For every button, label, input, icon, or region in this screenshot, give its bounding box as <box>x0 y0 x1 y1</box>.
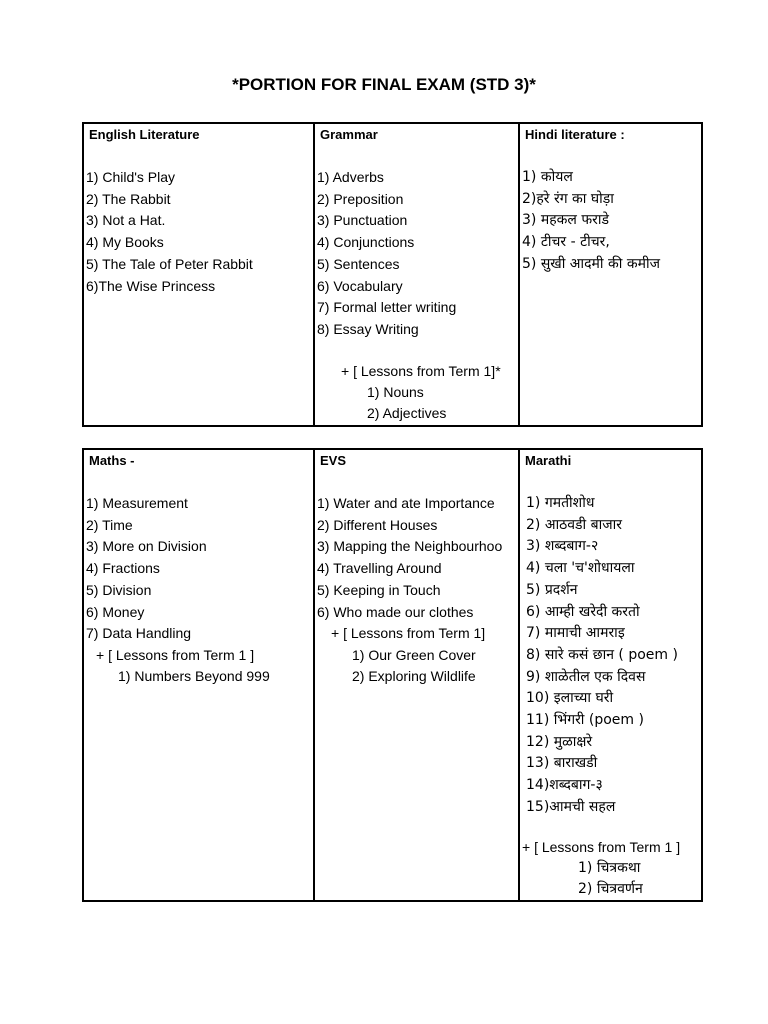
grammar-term-note: + [ Lessons from Term 1]* <box>341 362 501 379</box>
syllabus-table-2 <box>82 448 703 902</box>
list-item: 7) Formal letter writing <box>317 299 457 316</box>
list-item: 5) Sentences <box>317 255 400 272</box>
list-item: 8) सारे कसं छान ( poem ) <box>526 646 678 663</box>
list-item: 1) Measurement <box>86 495 188 511</box>
syllabus-table-1 <box>82 122 703 427</box>
list-item: 3) शब्दबाग-२ <box>526 538 599 555</box>
grammar-heading: Grammar <box>320 127 378 142</box>
list-item: 8) Essay Writing <box>317 320 419 337</box>
list-item: 4) Conjunctions <box>317 234 415 251</box>
list-item: 6)The Wise Princess <box>86 277 216 294</box>
list-item: 12) मुळाक्षरे <box>526 733 593 750</box>
list-item: 4) Fractions <box>86 560 160 577</box>
evs-term-item: 2) Exploring Wildlife <box>352 667 476 684</box>
evs-term-item: 1) Our Green Cover <box>352 646 476 663</box>
evs-term-note: + [ Lessons from Term 1] <box>331 625 486 642</box>
english-literature-cell <box>83 123 314 426</box>
list-item: 6) Money <box>86 603 145 620</box>
evs-cell <box>314 449 519 901</box>
list-item: 9) शाळेतील एक दिवस <box>526 668 646 685</box>
list-item: 2) Preposition <box>317 190 404 207</box>
english-literature-heading: English Literature <box>89 127 200 142</box>
marathi-list <box>520 493 701 819</box>
english-literature-list <box>84 167 313 297</box>
marathi-heading: Marathi <box>525 453 572 468</box>
list-item: 5) The Tale of Peter Rabbit <box>86 255 253 272</box>
list-item: 10) इलाच्या घरी <box>526 690 614 707</box>
list-item: 1) गमतीशोध <box>526 495 595 511</box>
list-item: 3) महकल फराडे <box>522 212 609 229</box>
marathi-term-note: + [ Lessons from Term 1 ] <box>522 838 681 855</box>
list-item: 3) Punctuation <box>317 212 408 229</box>
list-item: 5) Keeping in Touch <box>317 581 441 598</box>
marathi-cell <box>519 449 702 901</box>
list-item: 1) Child's Play <box>86 169 176 185</box>
evs-heading: EVS <box>320 453 347 468</box>
maths-heading: Maths - <box>89 453 135 468</box>
list-item: 13) बाराखडी <box>526 755 598 772</box>
grammar-term-item: 1) Nouns <box>367 383 424 400</box>
list-item: 4) Travelling Around <box>317 560 442 577</box>
list-item: 3) More on Division <box>86 538 207 555</box>
list-item: 6) Vocabulary <box>317 277 403 294</box>
hindi-literature-heading: Hindi literature : <box>525 127 625 142</box>
list-item: 2) The Rabbit <box>86 190 171 207</box>
maths-term-item: 1) Numbers Beyond 999 <box>118 668 270 685</box>
grammar-cell <box>314 123 519 426</box>
list-item: 2)हरे रंग का घोड़ा <box>522 190 614 207</box>
list-item: 1) Water and ate Importance <box>317 495 495 511</box>
list-item: 7) मामाची आमराइ <box>526 625 625 642</box>
list-item: 4) चला 'च'शोधायला <box>526 560 635 577</box>
list-item: 15)आमची सहल <box>526 798 616 815</box>
list-item: 1) Adverbs <box>317 169 384 185</box>
list-item: 3) Mapping the Neighbourhoo <box>317 538 503 555</box>
list-item: 3) Not a Hat. <box>86 212 166 229</box>
maths-term-note: + [ Lessons from Term 1 ] <box>96 646 255 663</box>
maths-list <box>84 493 313 645</box>
list-item: 2) Different Houses <box>317 516 438 533</box>
maths-cell <box>83 449 314 901</box>
list-item: 4) My Books <box>86 234 164 251</box>
hindi-literature-list <box>520 167 701 276</box>
list-item: 6) Who made our clothes <box>317 603 474 620</box>
list-item: 2) आठवडी बाजार <box>526 516 622 533</box>
list-item: 4) टीचर - टीचर, <box>522 234 610 251</box>
hindi-literature-cell <box>519 123 702 426</box>
list-item: 1) कोयल <box>522 169 573 185</box>
list-item: 6) आम्ही खरेदी करतो <box>526 603 640 620</box>
marathi-term-item: 2) चित्रवर्णन <box>578 881 643 898</box>
grammar-term-item: 2) Adjectives <box>367 405 447 422</box>
list-item: 11) भिंगरी (poem ) <box>526 712 644 729</box>
list-item: 7) Data Handling <box>86 625 192 642</box>
list-item: 5) Division <box>86 581 152 598</box>
list-item: 2) Time <box>86 516 133 533</box>
list-item: 14)शब्दबाग-३ <box>526 777 603 794</box>
list-item: 5) सुखी आदमी की कमीज <box>522 255 660 272</box>
page-title: *PORTION FOR FINAL EXAM (STD 3)* <box>232 75 536 94</box>
grammar-list <box>315 167 518 341</box>
marathi-term-item: 1) चित्रकथा <box>578 859 641 876</box>
evs-list <box>315 493 518 623</box>
list-item: 5) प्रदर्शन <box>526 581 578 598</box>
